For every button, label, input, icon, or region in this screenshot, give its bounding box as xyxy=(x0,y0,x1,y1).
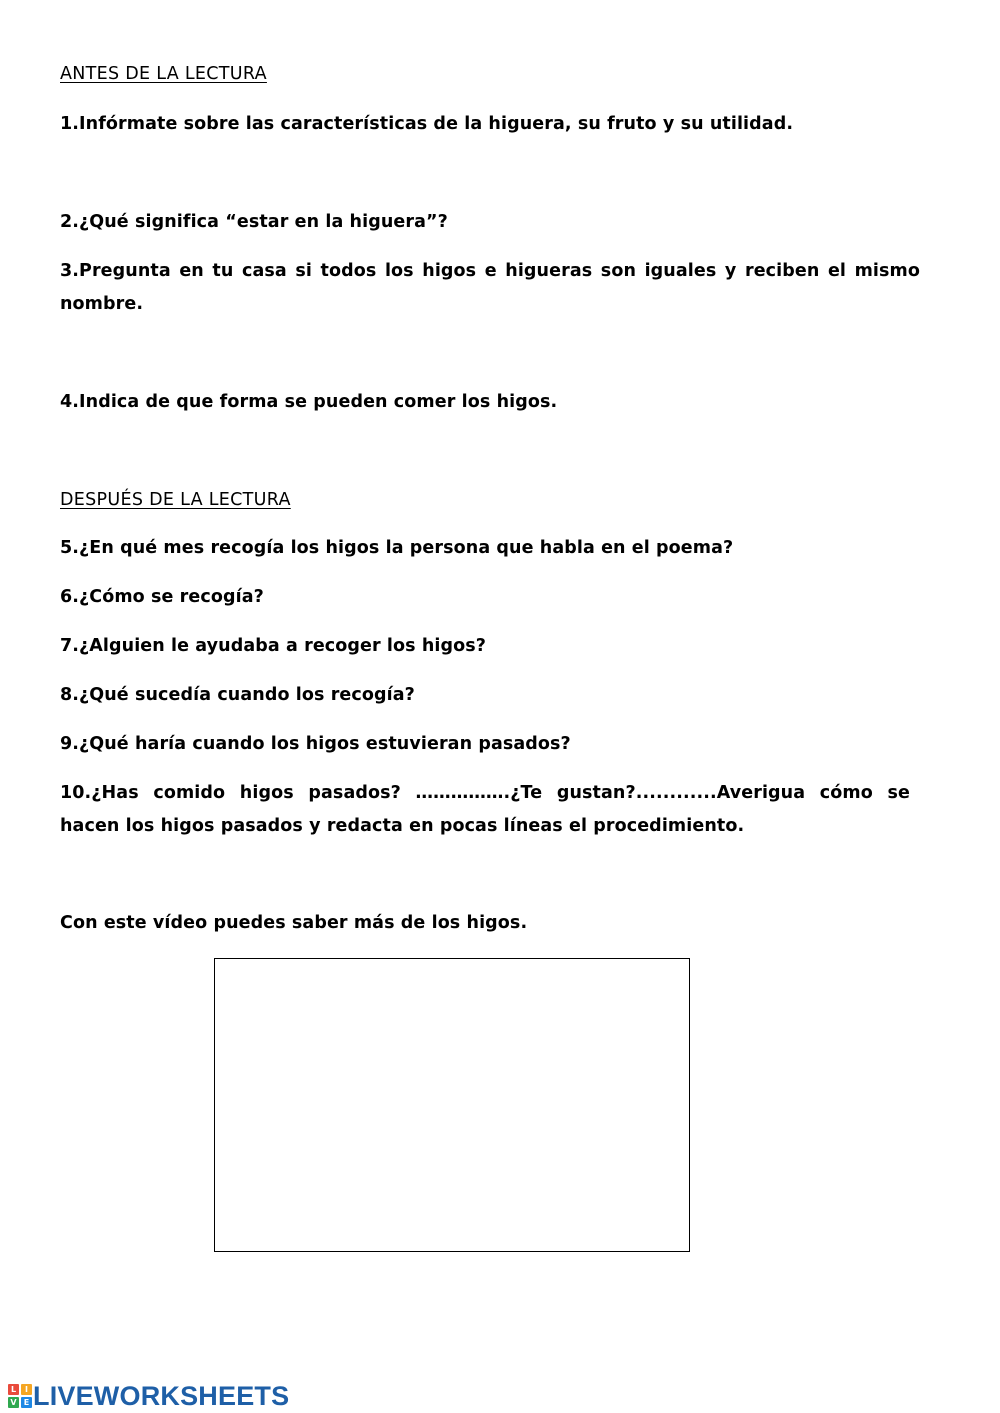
logo-tile-e: E xyxy=(21,1397,32,1408)
question-2: 2.¿Qué significa “estar en la higuera”? xyxy=(60,212,448,232)
logo-tile-v: V xyxy=(8,1397,19,1408)
liveworksheets-brand: LIVEWORKSHEETS xyxy=(33,1380,290,1411)
before-reading-heading: ANTES DE LA LECTURA xyxy=(60,64,267,84)
question-5: 5.¿En qué mes recogía los higos la persona que habla en el poema? xyxy=(60,538,734,558)
logo-tile-i: I xyxy=(21,1384,32,1395)
question-7: 7.¿Alguien le ayudaba a recoger los higos? xyxy=(60,636,487,656)
question-9: 9.¿Qué haría cuando los higos estuvieran pasados? xyxy=(60,734,571,754)
video-intro-text: Con este vídeo puedes saber más de los higos. xyxy=(60,913,528,933)
question-8: 8.¿Qué sucedía cuando los recogía? xyxy=(60,685,415,705)
question-3: 3.Pregunta en tu casa si todos los higos e higueras son iguales y reciben el mismo nombre. xyxy=(60,261,920,314)
video-embed-box[interactable] xyxy=(214,958,690,1252)
liveworksheets-logo-icon xyxy=(8,1384,32,1408)
question-1: 1.Infórmate sobre las características de la higuera, su fruto y su utilidad. xyxy=(60,114,794,134)
question-4: 4.Indica de que forma se pueden comer los higos. xyxy=(60,392,558,412)
liveworksheets-logo xyxy=(8,1380,289,1412)
logo-tile-l: L xyxy=(8,1384,19,1395)
after-reading-heading: DESPUÉS DE LA LECTURA xyxy=(60,490,291,510)
question-6: 6.¿Cómo se recogía? xyxy=(60,587,264,607)
question-10: 10.¿Has comido higos pasados? …………….¿Te gustan?............Averigua cómo se hacen los higos pasados y redacta en pocas líneas el procedimiento. xyxy=(60,783,910,836)
